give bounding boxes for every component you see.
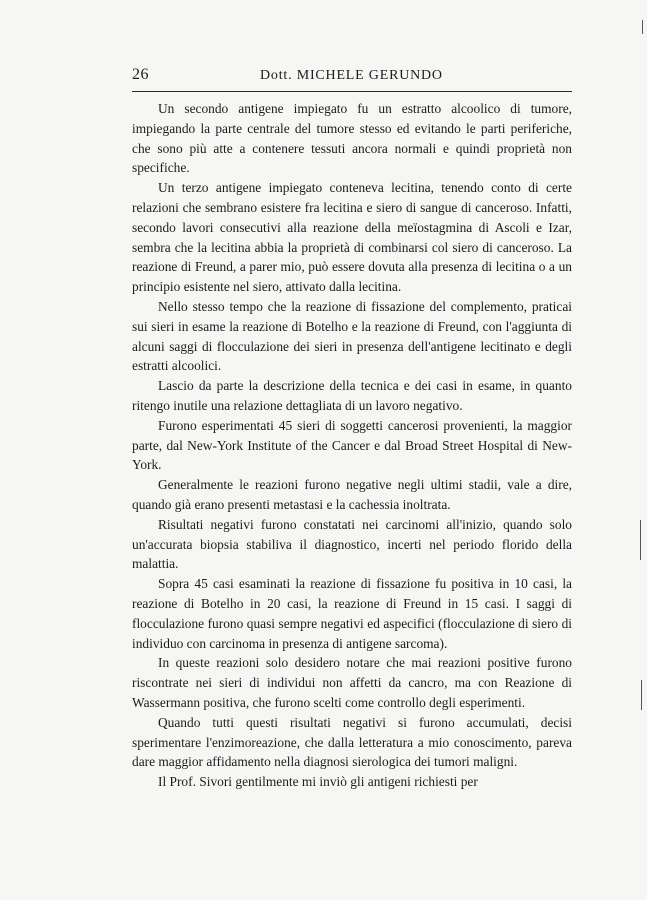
paragraph: Un terzo antigene impiegato conteneva lecitina, tenendo conto di certe relazioni che sembrano esistere fra lecitina e siero di sangue di canceroso. Infatti, secondo lavori consecutivi alla reazione della meïostagmina di Ascoli e Izar, sembra che la lecitina abbia la proprietà di combinarsi col siero di canceroso. La reazione di Freund, a parer mio, può essere dovuta alla presenza di lecitina o a un principio esistente nel siero, attivato dalla lecitina. <box>132 180 572 295</box>
body-text <box>132 99 572 792</box>
running-head: Dott. MICHELE GERUNDO <box>260 68 443 83</box>
paragraph: Generalmente le reazioni furono negative negli ultimi stadii, vale a dire, quando già erano presenti metastasi e la cachessia inoltrata. <box>132 477 572 512</box>
paragraph: In queste reazioni solo desidero notare che mai reazioni positive furono riscontrate nei sieri di individui non affetti da cancro, ma con Reazione di Wassermann positiva, che furono scelti come controllo degli esperimenti. <box>132 655 572 710</box>
paragraph: Un secondo antigene impiegato fu un estratto alcoolico di tumore, impiegando la parte centrale del tumore stesso ed evitando le parti periferiche, che sono più atte a contenere tessuti ancora normali e quindi proprietà non specifiche. <box>132 101 572 176</box>
paragraph: Nello stesso tempo che la reazione di fissazione del complemento, praticai sui sieri in esame la reazione di Botelho e la reazione di Freund, con l'aggiunta di alcuni saggi di flocculazione dei sieri in presenza dell'antigene lecitinato e degli estratti alcoolici. <box>132 298 572 374</box>
scan-mark <box>640 520 641 560</box>
paragraph: Furono esperimentati 45 sieri di soggetti cancerosi provenienti, la maggior parte, dal New-York Institute of the Cancer e dal Broad Street Hospital di New-York. <box>132 417 572 473</box>
page-header <box>132 66 572 88</box>
scan-mark <box>642 20 643 34</box>
paragraph: Sopra 45 casi esaminati la reazione di fissazione fu positiva in 10 casi, la reazione di Botelho in 20 casi, la reazione di Freund in 15 casi. I saggi di flocculazione furono quasi sempre negativi ed aspecifici (flocculazione di siero di individuo con carcinoma in presenza di antigene sarcoma). <box>132 576 572 651</box>
paragraph: Quando tutti questi risultati negativi si furono accumulati, decisi sperimentare l'enzimoreazione, che dalla letteratura a mio conoscimento, pareva dare maggior affidamento nella diagnosi sierologica dei tumori maligni. <box>132 714 572 770</box>
page-number: 26 <box>132 66 149 83</box>
paragraph: Risultati negativi furono constatati nei carcinomi all'inizio, quando solo un'accurata biopsia stabiliva il diagnostico, incerti nel periodo florido della malattia. <box>132 516 572 572</box>
paragraph: Il Prof. Sivori gentilmente mi inviò gli antigeni richiesti per <box>158 774 478 790</box>
paragraph: Lascio da parte la descrizione della tecnica e dei casi in esame, in quanto ritengo inutile una relazione dettagliata di un lavoro negativo. <box>132 378 572 413</box>
header-rule <box>132 91 572 92</box>
scan-mark <box>641 680 642 710</box>
